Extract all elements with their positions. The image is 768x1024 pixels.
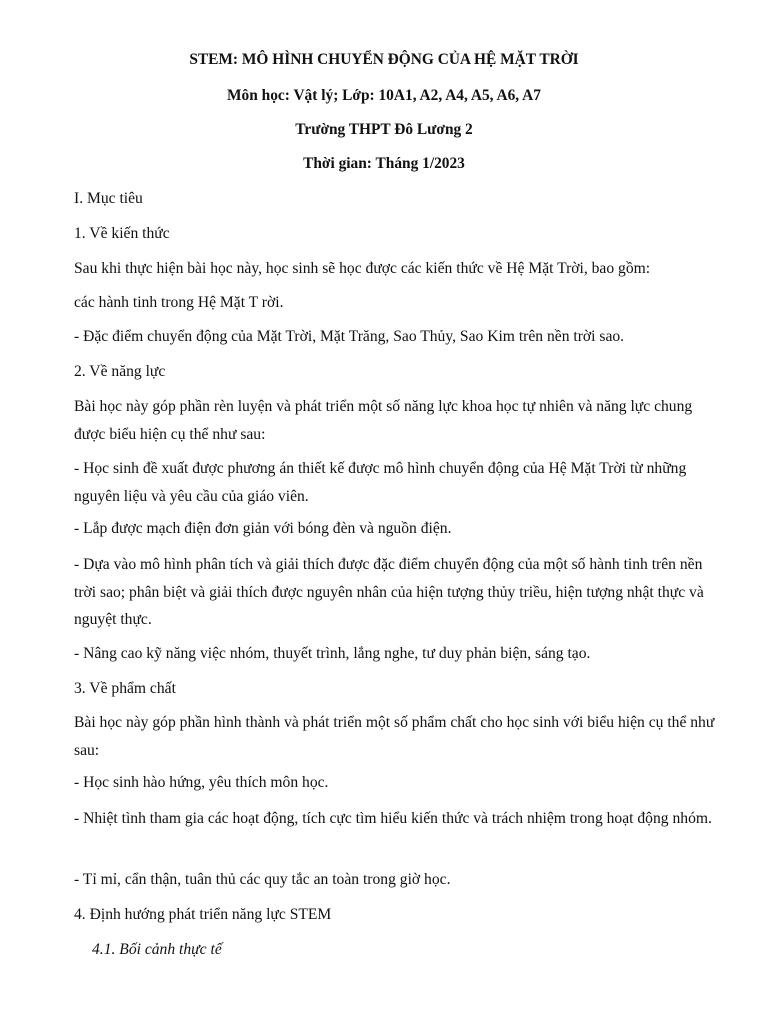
paragraph-qualities-intro: Bài học này góp phần hình thành và phát triển một số phẩm chất cho học sinh với biểu hiện cụ thể như sau:	[74, 714, 715, 759]
document-title: STEM: MÔ HÌNH CHUYỂN ĐỘNG CỦA HỆ MẶT TRỜI	[189, 51, 579, 68]
subsection-heading-context: 4.1. Bối cảnh thực tế	[92, 941, 222, 958]
school-line: Trường THPT Đô Lương 2	[295, 121, 473, 138]
paragraph-qualities-safety: - Tỉ mỉ, cẩn thận, tuân thủ các quy tắc an toàn trong giờ học.	[74, 871, 451, 888]
subsection-heading-knowledge: 1. Về kiến thức	[74, 225, 170, 242]
subject-line: Môn học: Vật lý; Lớp: 10A1, A2, A4, A5, A6, A7	[227, 87, 541, 104]
paragraph-knowledge-motion: - Đặc điểm chuyển động của Mặt Trời, Mặt Trăng, Sao Thủy, Sao Kim trên nền trời sao.	[74, 328, 625, 345]
paragraph-knowledge-planets: các hành tinh trong Hệ Mặt T rời.	[74, 294, 284, 311]
subsection-heading-stem: 4. Định hướng phát triển năng lực STEM	[74, 906, 332, 923]
paragraph-qualities-interest: - Học sinh hào hứng, yêu thích môn học.	[74, 774, 329, 791]
section-heading-objectives: I. Mục tiêu	[74, 190, 143, 207]
paragraph-qualities-participation: - Nhiệt tình tham gia các hoạt động, tích cực tìm hiểu kiến thức và trách nhiệm trong hoạt động nhóm.	[74, 810, 712, 827]
paragraph-knowledge-intro: Sau khi thực hiện bài học này, học sinh sẽ học được các kiến thức về Hệ Mặt Trời, bao gồm:	[74, 260, 651, 277]
paragraph-competence-circuit: - Lắp được mạch điện đơn giản với bóng đèn và nguồn điện.	[74, 520, 452, 537]
subsection-heading-competence: 2. Về năng lực	[74, 363, 166, 380]
subsection-heading-qualities: 3. Về phẩm chất	[74, 680, 176, 697]
paragraph-competence-design: - Học sinh đề xuất được phương án thiết kế được mô hình chuyển động của Hệ Mặt Trời từ những nguyên liệu và yêu cầu của giáo viên.	[74, 460, 687, 505]
paragraph-competence-intro: Bài học này góp phần rèn luyện và phát triển một số năng lực khoa học tự nhiên và năng lực chung được biểu hiện cụ thể như sau:	[74, 398, 693, 443]
paragraph-competence-teamwork: - Nâng cao kỹ năng việc nhóm, thuyết trình, lắng nghe, tư duy phản biện, sáng tạo.	[74, 645, 591, 662]
time-line: Thời gian: Tháng 1/2023	[303, 155, 465, 172]
paragraph-competence-analysis: - Dựa vào mô hình phân tích và giải thích được đặc điểm chuyển động của một số hành tinh trên nền trời sao; phân biệt và giải thích được nguyên nhân của hiện tượng thủy triều, hiện tượng nhật thực và nguyệt thực.	[74, 556, 704, 628]
